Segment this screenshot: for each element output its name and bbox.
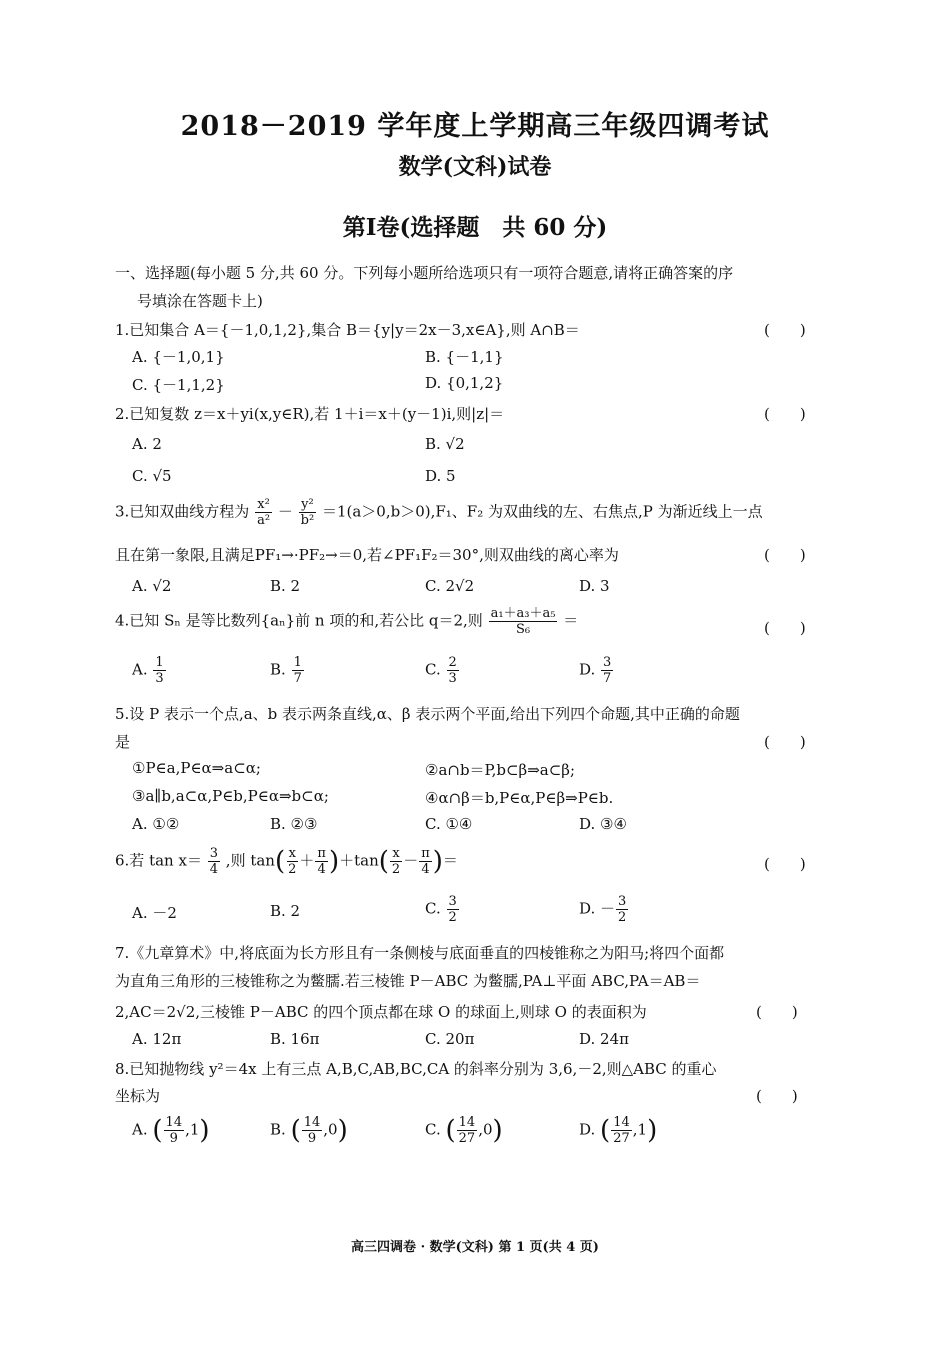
question-3-option-d: D. 3 [579, 577, 610, 595]
question-5-stem: 5.设 P 表示一个点,a、b 表示两条直线,α、β 表示两个平面,给出下列四个命题,其中正确的命题 [115, 705, 740, 723]
question-8-stem: 8.已知抛物线 y²＝4x 上有三点 A,B,C,AB,BC,CA 的斜率分别为 3,6,－2,则△ABC 的重心 [115, 1060, 717, 1078]
coordinate-rest: ,1 [185, 1120, 200, 1139]
question-2-option-d: D. 5 [425, 467, 456, 485]
open-paren: ( [152, 1115, 163, 1146]
question-5-proposition-3: ③a∥b,a⊂α,P∈b,P∈α⇒b⊂α; [132, 787, 329, 805]
question-7-stem-cont: 2,AC＝2√2,三棱锥 P－ABC 的四个顶点都在球 O 的球面上,则球 O 的表面积为 [115, 1003, 647, 1021]
question-7-option-a: A. 12π [132, 1030, 182, 1048]
open-paren: ( [274, 846, 286, 877]
fraction-numerator: π [317, 846, 326, 861]
question-2-option-c: C. √5 [132, 467, 172, 485]
fraction [164, 1115, 185, 1146]
question-5-stem-cont: 是 [115, 733, 131, 751]
question-4-option-b [270, 655, 305, 686]
fraction-denominator: a² [257, 513, 271, 528]
fraction [302, 1115, 323, 1146]
page-footer: 高三四调卷 · 数学(文科) 第 1 页(共 4 页) [351, 1240, 599, 1255]
fraction [255, 497, 272, 528]
question-2-option-a: A. 2 [132, 435, 162, 453]
fraction-denominator: 7 [603, 671, 612, 686]
option-letter: D. － [579, 899, 616, 918]
fraction-numerator: 3 [618, 894, 627, 909]
answer-blank: ( ) [756, 1087, 798, 1105]
question-4-option-d [579, 655, 614, 686]
fraction-numerator: 14 [458, 1115, 476, 1130]
question-8-option-a [132, 1115, 210, 1146]
answer-blank: ( ) [756, 1003, 798, 1021]
fraction-numerator: 14 [303, 1115, 321, 1130]
answer-blank: ( ) [764, 855, 806, 873]
fraction-denominator: 2 [391, 862, 401, 877]
fraction [153, 655, 165, 686]
open-paren: ( [445, 1115, 456, 1146]
fraction [315, 846, 328, 877]
fraction-numerator: x [288, 846, 296, 861]
fraction [292, 655, 304, 686]
answer-blank: ( ) [764, 321, 806, 339]
part-heading: 第Ⅰ卷(选择题 共 60 分) [342, 214, 608, 241]
question-1-option-a: A. {－1,0,1} [132, 348, 225, 366]
question-5-proposition-4: ④α∩β＝b,P∈α,P∈β⇒P∈b. [425, 789, 614, 807]
fraction-denominator: 4 [421, 862, 430, 877]
option-letter: B. [270, 1120, 286, 1139]
question-8-option-c [425, 1115, 503, 1146]
answer-blank: ( ) [764, 405, 806, 423]
question-5-option-d: D. ③④ [579, 815, 627, 833]
question-7-option-d: D. 24π [579, 1030, 629, 1048]
fraction-denominator: 3 [155, 671, 164, 686]
question-1-stem: 1.已知集合 A＝{－1,0,1,2},集合 B＝{y|y＝2x－3,x∈A},则 A∩B＝ [115, 321, 580, 339]
fraction-denominator: 4 [317, 862, 326, 877]
question-6-stem [115, 846, 458, 877]
question-7-option-b: B. 16π [270, 1030, 320, 1048]
exam-title: 2018－2019 学年度上学期高三年级四调考试 [180, 111, 770, 142]
answer-blank: ( ) [764, 733, 806, 751]
plus-tan: ＋tan [339, 851, 379, 870]
answer-blank: ( ) [764, 619, 806, 637]
question-5-proposition-2: ②a∩b＝P,b⊂β⇒a⊂β; [425, 761, 576, 779]
fraction-numerator: x [392, 846, 400, 861]
fraction [208, 846, 220, 877]
fraction [419, 846, 432, 877]
fraction [447, 894, 459, 925]
answer-blank: ( ) [764, 546, 806, 564]
minus-sign: － [403, 851, 419, 870]
question-7-option-c: C. 20π [425, 1030, 475, 1048]
fraction-numerator: 14 [165, 1115, 183, 1130]
fraction [489, 606, 558, 637]
exam-subtitle: 数学(文科)试卷 [398, 154, 552, 180]
equals-sign: ＝ [442, 851, 458, 870]
fraction [390, 846, 402, 877]
fraction-numerator: 1 [155, 655, 164, 670]
fraction-numerator: π [421, 846, 430, 861]
question-6-option-d [579, 894, 629, 925]
fraction-denominator: 7 [293, 671, 302, 686]
section-instructions: 一、选择题(每小题 5 分,共 60 分。下列每小题所给选项只有一项符合题意,请将正确答案的序 [115, 264, 734, 282]
close-paren: ) [199, 1115, 210, 1146]
question-5-proposition-1: ①P∈a,P∈α⇒a⊂α; [132, 759, 261, 777]
fraction [299, 497, 317, 528]
question-3-option-c: C. 2√2 [425, 577, 475, 595]
close-paren: ) [337, 1115, 348, 1146]
fraction-numerator: y² [301, 497, 314, 512]
fraction-numerator: x² [257, 497, 270, 512]
option-letter: C. [425, 899, 441, 918]
question-3-option-a: A. √2 [132, 577, 172, 595]
fraction-denominator: 27 [458, 1131, 476, 1146]
fraction-denominator: 2 [288, 862, 297, 877]
question-3-option-b: B. 2 [270, 577, 301, 595]
question-5-option-c: C. ①④ [425, 815, 473, 833]
question-7-stem: 7.《九章算术》中,将底面为长方形且有一条侧棱与底面垂直的四棱锥称之为阳马;将四个面都 [115, 944, 725, 962]
question-3-stem [115, 497, 763, 528]
equals-sign: ＝ [563, 611, 579, 630]
fraction-numerator: 2 [448, 655, 457, 670]
fraction [457, 1115, 478, 1146]
fraction-denominator: 3 [448, 671, 457, 686]
option-letter: B. [270, 660, 286, 679]
question-1-option-c: C. {－1,1,2} [132, 376, 225, 394]
fraction [447, 655, 459, 686]
minus-sign: － [277, 502, 293, 521]
fraction-denominator: 2 [448, 910, 457, 925]
coordinate-rest: ,0 [323, 1120, 338, 1139]
question-2-stem: 2.已知复数 z＝x＋yi(x,y∈R),若 1＋i＝x＋(y－1)i,则|z|＝ [115, 405, 505, 423]
question-8-option-d [579, 1115, 657, 1146]
question-5-option-b: B. ②③ [270, 815, 318, 833]
question-3-stem-post: ＝1(a＞0,b＞0),F₁、F₂ 为双曲线的左、右焦点,P 为渐近线上一点 [321, 502, 763, 521]
fraction [286, 846, 298, 877]
fraction-denominator: 9 [169, 1131, 178, 1146]
question-1-option-b: B. {－1,1} [425, 348, 504, 366]
open-paren: ( [378, 846, 389, 877]
close-paren: ) [647, 1115, 658, 1146]
open-paren: ( [290, 1115, 301, 1146]
coordinate-rest: ,0 [478, 1120, 493, 1139]
fraction-denominator: b² [300, 513, 315, 528]
question-4-stem-pre: 4.已知 Sₙ 是等比数列{aₙ}前 n 项的和,若公比 q＝2,则 [115, 611, 483, 630]
fraction-numerator: a₁＋a₃＋a₅ [490, 606, 556, 621]
question-6-stem-pre: 6.若 tan x＝ [115, 851, 202, 870]
question-3-stem-cont: 且在第一象限,且满足PF₁→·PF₂→＝0,若∠PF₁F₂＝30°,则双曲线的离心率为 [115, 546, 619, 564]
option-letter: C. [425, 1120, 441, 1139]
close-paren: ) [432, 846, 443, 877]
fraction-denominator: 4 [209, 862, 219, 877]
question-6-stem-mid: ,则 tan [225, 851, 275, 870]
question-7-stem-cont: 为直角三角形的三棱锥称之为鳖臑.若三棱锥 P－ABC 为鳖臑,PA⊥平面 ABC,PA＝AB＝ [115, 972, 701, 990]
fraction [611, 1115, 632, 1146]
fraction-numerator: 3 [603, 655, 612, 670]
fraction-denominator: 2 [618, 910, 627, 925]
question-6-option-c [425, 894, 460, 925]
fraction-denominator: 9 [307, 1131, 317, 1146]
fraction-numerator: 3 [448, 894, 457, 909]
question-1-option-d: D. {0,1,2} [425, 374, 504, 392]
plus-sign: ＋ [299, 851, 315, 870]
option-letter: A. [132, 660, 148, 679]
fraction-numerator: 3 [209, 846, 219, 861]
open-paren: ( [600, 1115, 611, 1146]
question-5-option-a: A. ①② [132, 815, 180, 833]
close-paren: ) [492, 1115, 503, 1146]
question-4-stem [115, 606, 578, 637]
question-3-stem-pre: 3.已知双曲线方程为 [115, 502, 250, 521]
fraction-denominator: S₆ [515, 622, 531, 637]
close-paren: ) [328, 846, 340, 877]
fraction-numerator: 14 [613, 1115, 630, 1130]
question-6-option-b: B. 2 [270, 902, 301, 920]
fraction [601, 655, 613, 686]
fraction-numerator: 1 [293, 655, 302, 670]
coordinate-rest: ,1 [632, 1120, 648, 1139]
question-4-option-a [132, 655, 167, 686]
option-letter: A. [132, 1120, 148, 1139]
section-instructions-cont: 号填涂在答题卡上) [137, 292, 263, 310]
question-8-stem-cont: 坐标为 [115, 1087, 161, 1105]
question-6-option-a: A. －2 [132, 904, 177, 922]
option-letter: D. [579, 1120, 596, 1139]
question-8-option-b [270, 1115, 348, 1146]
question-2-option-b: B. √2 [425, 435, 465, 453]
fraction [616, 894, 628, 925]
question-4-option-c [425, 655, 460, 686]
option-letter: C. [425, 660, 441, 679]
option-letter: D. [579, 660, 596, 679]
fraction-denominator: 27 [613, 1131, 630, 1146]
